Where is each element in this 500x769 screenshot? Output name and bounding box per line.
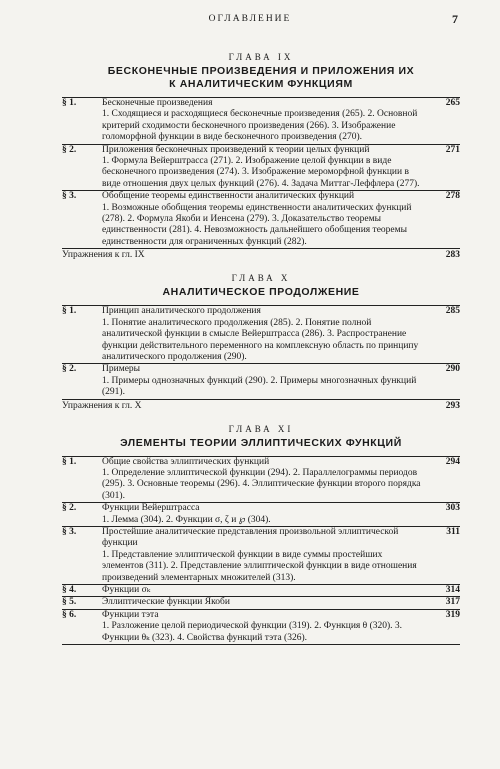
section-number: § 1. [62,98,77,108]
toc-section [62,585,460,596]
section-heading-line [62,585,460,596]
section-page-number: 278 [445,191,460,202]
table-of-contents [62,52,460,657]
section-heading-line [62,503,460,514]
exercises-entry [62,249,460,261]
chapter-title [62,65,460,91]
section-subsections: 1. Сходящиеся и расходящиеся бесконечные произведения (265). 2. Основной критерий сходимости бесконечного произведения (266). 3. Изображение голоморфной функции в виде бесконечного произведения (270). [102,109,418,143]
chapter-title [62,437,460,450]
section-number: § 3. [62,526,77,537]
section-subsections: 1. Представление эллиптической функции в виде суммы простейших элементов (311). 2. Представление эллиптической функции в виде отношения произведений элементарных множителей (313). [102,549,417,583]
section-heading-line [62,364,460,375]
exercises-page-number: 293 [445,400,460,411]
section-heading-line [62,610,460,621]
section-heading-line [62,98,460,109]
divider-rule [62,644,460,645]
running-head-title: ОГЛАВЛЕНИЕ [208,14,292,24]
toc-section [62,597,460,608]
section-page-number: 290 [445,364,460,375]
toc-section [62,610,460,644]
toc-section [62,306,460,363]
toc-section [62,527,460,584]
exercises-label: Упражнения к гл. X [62,400,142,411]
exercises-page-number: 283 [445,250,460,261]
section-subsections: 1. Примеры однозначных функций (290). 2. Примеры многозначных функций (291). [102,375,417,398]
toc-section [62,98,460,144]
section-title: Бесконечные произведения [102,98,213,108]
section-title: Функции Вейерштрасса [102,503,200,514]
section-heading-line [62,145,460,156]
chapter-label: ГЛАВА XI [228,423,294,434]
section-number: § 2. [62,364,77,375]
section-page-number: 317 [445,597,460,608]
section-title: Функции тэта [102,609,159,620]
section-page-number: 271 [445,144,460,155]
toc-section [62,503,460,526]
chapter-label: ГЛАВА IX [228,52,294,62]
section-heading-line [62,457,460,468]
section-title: Функции σₖ [102,585,151,595]
section-number: § 5. [62,597,77,608]
chapter-block [62,273,460,411]
section-page-number: 294 [445,456,460,467]
section-title: Обобщение теоремы единственности аналитических функций [102,191,355,202]
toc-section [62,191,460,248]
chapter-title-line: БЕСКОНЕЧНЫЕ ПРОИЗВЕДЕНИЯ И ПРИЛОЖЕНИЯ ИХ [107,65,415,77]
chapter-label: ГЛАВА X [231,273,291,284]
section-page-number: 311 [446,526,460,537]
section-number: § 4. [62,585,77,595]
chapter-title-line: К АНАЛИТИЧЕСКИМ ФУНКЦИЯМ [169,78,353,90]
section-page-number: 303 [445,503,460,514]
section-number: § 2. [62,503,77,514]
toc-section [62,364,460,398]
section-subsections: 1. Разложение целой периодической функции (319). 2. Функция θ (320). 3. Функции θₖ (323). 4. Свойства функций тэта (326). [102,621,403,643]
section-number: § 1. [62,306,77,317]
section-number: § 2. [62,144,77,155]
chapter-title [62,286,460,299]
section-title: Простейшие аналитические представления произвольной эллиптической функции [102,526,399,549]
section-title: Приложения бесконечных произведений к теории целых функций [102,144,370,155]
section-heading-line [62,527,460,550]
chapter-block [62,424,460,646]
section-subsections: 1. Определение эллиптической функции (294). 2. Параллелограммы периодов (295). 3. Основные теоремы (296). 4. Эллиптические функции второго порядка (301). [102,467,421,501]
exercises-entry [62,400,460,412]
section-heading-line [62,306,460,317]
section-subsections: 1. Формула Вейерштрасса (271). 2. Изображение целой функции в виде бесконечного произведения (274). 3. Изображение мероморфной функции в виде отношения двух целых функций (276). 4. Задача Миттаг-Леффлера (277). [102,156,420,189]
section-subsections: 1. Возможные обобщения теоремы единственности аналитических функций (278). 2. Формула Якоби и Иенсена (279). 3. Доказательство теоремы единственности (281). 4. Невозможность дальнейшего обобщения теоремы единственности для ограниченных функций (282). [102,202,412,247]
section-subsections: 1. Понятие аналитического продолжения (285). 2. Понятие полной аналитической функции в смысле Вейерштрасса (286). 3. Распространение функции действительного переменного на комплексную область по принципу аналитического продолжения (290). [102,317,419,362]
section-number: § 6. [62,609,77,620]
toc-section [62,145,460,191]
section-page-number: 314 [445,585,460,595]
section-subsections: 1. Лемма (304). 2. Функции σ, ζ и ℘ (304). [102,514,271,525]
section-title: Примеры [102,364,141,375]
section-heading-line [62,191,460,202]
toc-section [62,457,460,503]
chapter-title-line: ЭЛЕМЕНТЫ ТЕОРИИ ЭЛЛИПТИЧЕСКИХ ФУНКЦИЙ [120,436,402,449]
section-title: Принцип аналитического продолжения [102,306,261,317]
section-page-number: 285 [445,306,460,317]
section-number: § 3. [62,191,77,202]
exercises-label: Упражнения к гл. IX [62,250,145,261]
chapter-block [62,52,460,261]
section-title: Эллиптические функции Якоби [102,597,230,608]
section-page-number: 265 [445,98,460,108]
section-title: Общие свойства эллиптических функций [102,456,270,467]
section-page-number: 319 [445,609,460,620]
section-heading-line [62,597,460,608]
page-number: 7 [452,12,458,26]
section-number: § 1. [62,456,77,467]
chapter-title-line: АНАЛИТИЧЕСКОЕ ПРОДОЛЖЕНИЕ [162,286,360,299]
